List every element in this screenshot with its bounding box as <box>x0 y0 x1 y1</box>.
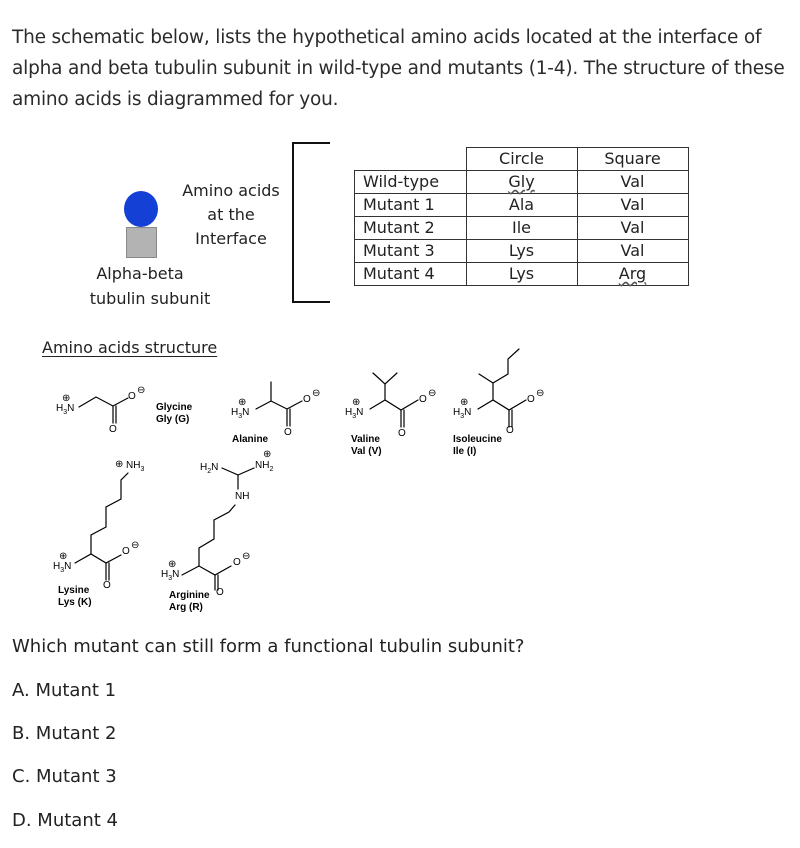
row-label: Mutant 1 <box>355 194 467 217</box>
table-header-circle: Circle <box>466 148 577 171</box>
cell-square: Val <box>577 217 688 240</box>
lys-oxygen-double: O <box>103 580 111 591</box>
arg-nh: NH <box>235 491 250 502</box>
gly-oxygen-single: O <box>128 391 136 402</box>
ala-amine: $H_3N$ <box>231 407 250 420</box>
table-row <box>355 263 689 286</box>
arginine-abbr: Arg (R) <box>169 602 203 613</box>
valine-abbr: Val (V) <box>351 446 382 457</box>
val-charge-plus: ⊕ <box>352 397 361 408</box>
table-row <box>355 171 689 194</box>
row-label: Mutant 2 <box>355 217 467 240</box>
lys-charge-minus: ⊖ <box>131 540 140 551</box>
cell-square: Val <box>577 194 688 217</box>
option-c[interactable]: C. Mutant 3 <box>12 766 117 787</box>
isoleucine-name: Isoleucine <box>453 434 502 445</box>
lys-charge-plus-side: ⊕ <box>115 459 124 470</box>
arg-oxygen-single: O <box>233 557 241 568</box>
cell-square: Val <box>577 240 688 263</box>
lys-side-amine: $NH_3$ <box>126 460 145 473</box>
table-header-row <box>355 148 689 171</box>
question-text: Which mutant can still form a functional tubulin subunit? <box>12 636 525 657</box>
option-a[interactable]: A. Mutant 1 <box>12 680 117 701</box>
table-header-empty <box>355 148 467 171</box>
table-row <box>355 240 689 263</box>
subunit-label-line2: tubulin subunit <box>89 289 211 308</box>
lysine-name: Lysine <box>58 585 90 596</box>
ile-amine: $H_3N$ <box>453 407 472 420</box>
lysine-abbr: Lys (K) <box>58 597 92 608</box>
row-label: Mutant 3 <box>355 240 467 263</box>
arg-charge-plus-side: ⊕ <box>263 449 272 460</box>
glycine-name: Glycine <box>156 402 193 413</box>
gly-oxygen-double: O <box>109 424 117 435</box>
cell-circle: Lys <box>466 240 577 263</box>
cell-circle: Gly <box>508 172 535 191</box>
interface-square <box>126 227 157 258</box>
interface-label-line1: Amino acids <box>182 181 280 200</box>
interface-label-line3: Interface <box>195 229 267 248</box>
valine-name: Valine <box>351 434 380 445</box>
interface-label-line2: at the <box>207 205 255 224</box>
val-amine: $H_3N$ <box>345 407 364 420</box>
lys-charge-plus: ⊕ <box>59 551 68 562</box>
gly-charge-minus: ⊖ <box>137 385 146 396</box>
row-label: Mutant 4 <box>355 263 467 286</box>
cell-square: Val <box>577 171 688 194</box>
option-d[interactable]: D. Mutant 4 <box>12 810 118 831</box>
lys-amine: $H_3N$ <box>53 561 72 574</box>
ala-oxygen-single: O <box>303 394 311 405</box>
ala-charge-minus: ⊖ <box>312 388 321 399</box>
val-charge-minus: ⊖ <box>428 388 437 399</box>
ile-oxygen-double: O <box>506 425 514 436</box>
row-label: Wild-type <box>355 171 467 194</box>
arg-charge-minus: ⊖ <box>242 551 251 562</box>
table-header-square: Square <box>577 148 688 171</box>
cell-circle: Ala <box>466 194 577 217</box>
ala-oxygen-double: O <box>284 427 292 438</box>
lys-oxygen-single: O <box>122 546 130 557</box>
val-oxygen-double: O <box>398 428 406 439</box>
ile-charge-minus: ⊖ <box>536 388 545 399</box>
ile-charge-plus: ⊕ <box>460 397 469 408</box>
arg-guanidino-amine: $H_2N$ <box>200 462 219 475</box>
cell-square: Arg <box>618 264 647 283</box>
glycine-abbr: Gly (G) <box>156 414 190 425</box>
gly-charge-plus: ⊕ <box>62 393 71 404</box>
table-row <box>355 217 689 240</box>
cell-circle: Ile <box>466 217 577 240</box>
ala-charge-plus: ⊕ <box>238 397 247 408</box>
option-b[interactable]: B. Mutant 2 <box>12 723 117 744</box>
arg-amine: $H_3N$ <box>161 569 180 582</box>
structures-heading: Amino acids structure <box>42 338 218 357</box>
question-intro: The schematic below, lists the hypothetical amino acids located at the interface of alpha and beta tubulin subunit in wild-type and mutants (1-4). The structure of these amino acids is diagrammed for you. <box>12 27 785 110</box>
val-oxygen-single: O <box>419 394 427 405</box>
table-row <box>355 194 689 217</box>
isoleucine-abbr: Ile (I) <box>453 446 477 457</box>
arg-oxygen-double: O <box>216 587 224 598</box>
arginine-name: Arginine <box>169 590 210 601</box>
mutant-table <box>354 147 689 286</box>
interface-circle <box>124 191 158 227</box>
arg-charge-plus: ⊕ <box>168 559 177 570</box>
subunit-label-line1: Alpha-beta <box>96 264 184 283</box>
gly-amine: $H_3N$ <box>56 403 75 416</box>
cell-circle: Lys <box>466 263 577 286</box>
arg-guanidino-nh2: $NH_2$ <box>255 460 274 473</box>
alanine-name: Alanine <box>232 434 269 445</box>
ile-oxygen-single: O <box>527 394 535 405</box>
